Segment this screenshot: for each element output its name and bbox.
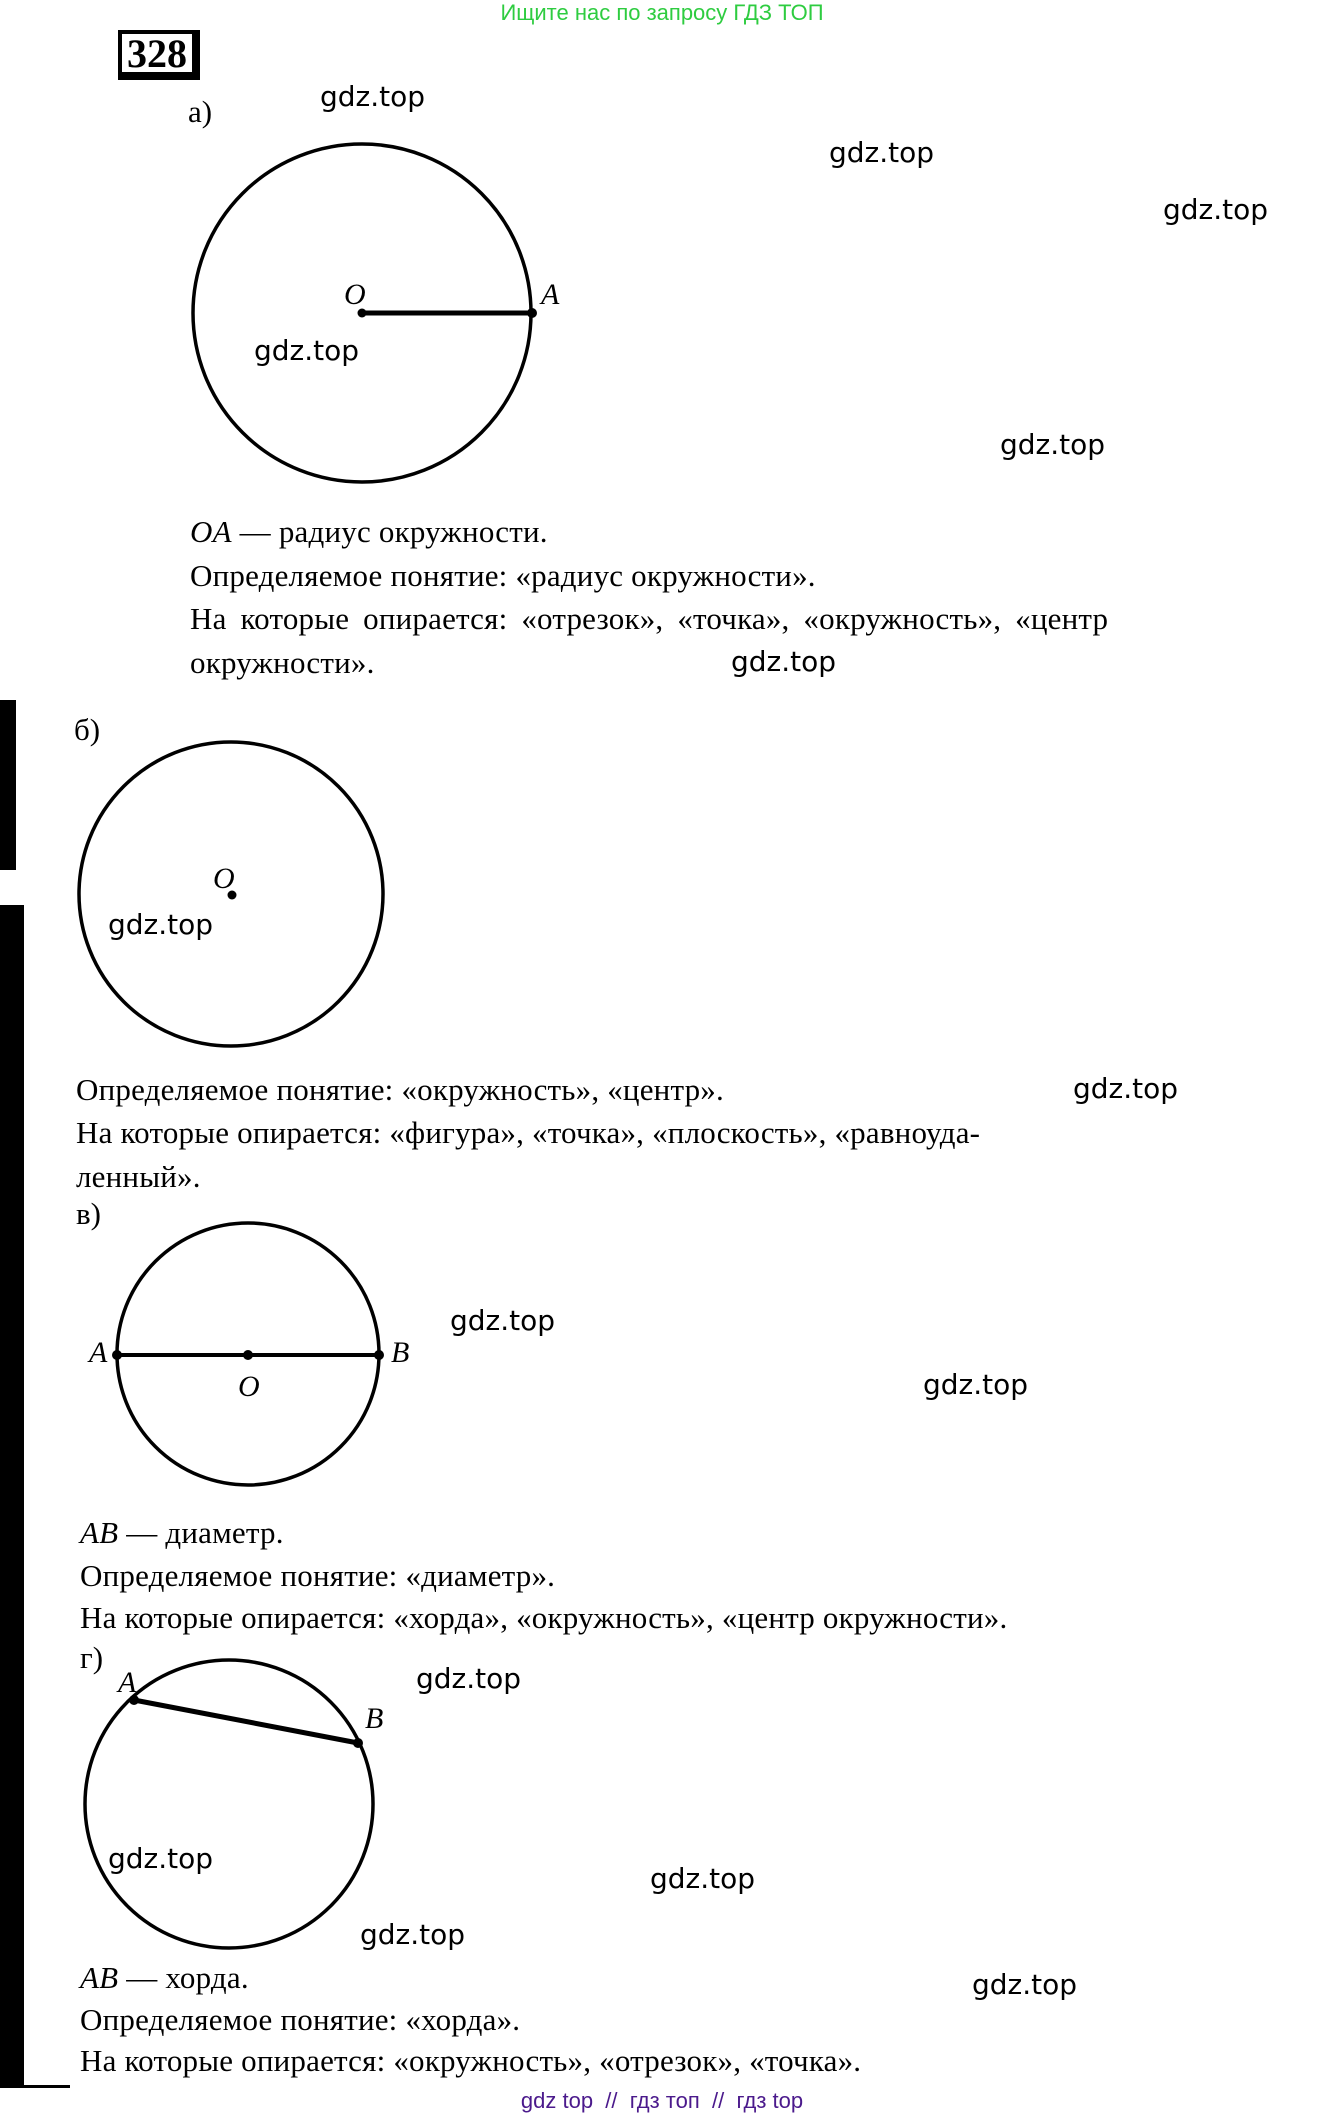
problem-number: 328 xyxy=(118,30,200,80)
defined-concept-line: Определяемое понятие: «хорда». xyxy=(80,2002,521,2037)
search-hint-banner: Ищите нас по запросу ГДЗ ТОП xyxy=(500,0,824,25)
based-on-line: На которые опирается: «фигура», «точка», «плоскость», «равноуда- xyxy=(76,1115,981,1150)
watermark: gdz.top xyxy=(320,80,426,113)
watermark: gdz.top xyxy=(1163,193,1269,226)
part-label-c: в) xyxy=(76,1196,101,1231)
watermark: gdz.top xyxy=(450,1304,556,1337)
segment-name: OA xyxy=(190,514,232,549)
based-on-line: На которые опирается: «окружность», «отрезок», «точка». xyxy=(80,2043,862,2078)
watermark: gdz.top xyxy=(972,1968,1078,2001)
figure-d-circle-chord xyxy=(85,1660,373,1948)
based-on-line-cont: ленный». xyxy=(76,1159,201,1194)
watermark: gdz.top xyxy=(108,1842,214,1875)
watermark: gdz.top xyxy=(650,1862,756,1895)
point-label-o: O xyxy=(344,278,366,311)
based-on-line: На которые опирается: «хорда», «окружность», «центр окружности». xyxy=(80,1600,1008,1635)
watermark: gdz.top xyxy=(1073,1072,1179,1105)
statement-line: AB — хорда. xyxy=(80,1960,249,1995)
point-label-a: A xyxy=(89,1336,108,1369)
watermark: gdz.top xyxy=(1000,428,1106,461)
segment-name: AB xyxy=(80,1515,119,1550)
defined-concept-line: Определяемое понятие: «диаметр». xyxy=(80,1558,556,1593)
statement-line: OA — радиус окружности. xyxy=(190,514,548,549)
footer-watermark: gdz top // гдз топ // гдз top xyxy=(520,2088,804,2113)
based-on-line-cont: окружности». xyxy=(190,645,375,680)
watermark: gdz.top xyxy=(360,1918,466,1951)
point-label-a: A xyxy=(118,1666,137,1699)
part-label-d: г) xyxy=(80,1640,104,1675)
defined-concept-line: Определяемое понятие: «радиус окружности». xyxy=(190,558,816,593)
point-label-b: B xyxy=(391,1336,410,1369)
part-label-b: б) xyxy=(74,712,101,747)
watermark: gdz.top xyxy=(923,1368,1029,1401)
watermark: gdz.top xyxy=(108,908,214,941)
figure-a-circle-radius xyxy=(193,144,537,482)
point-label-a: A xyxy=(541,278,560,311)
part-label-a: а) xyxy=(188,94,213,129)
watermark: gdz.top xyxy=(731,645,837,678)
figure-c-circle-diameter xyxy=(112,1223,384,1485)
based-on-line: На которые опирается: «отрезок», «точка», «окружность», «центр xyxy=(190,601,1109,636)
watermark: gdz.top xyxy=(254,334,360,367)
watermark: gdz.top xyxy=(829,136,935,169)
segment-name: AB xyxy=(80,1960,119,1995)
point-label-b: B xyxy=(365,1702,384,1735)
defined-concept-line: Определяемое понятие: «окружность», «центр». xyxy=(76,1072,724,1107)
statement-line: AB — диаметр. xyxy=(80,1515,284,1550)
watermark: gdz.top xyxy=(416,1662,522,1695)
point-label-o: O xyxy=(213,862,235,895)
point-label-o: O xyxy=(238,1370,260,1403)
